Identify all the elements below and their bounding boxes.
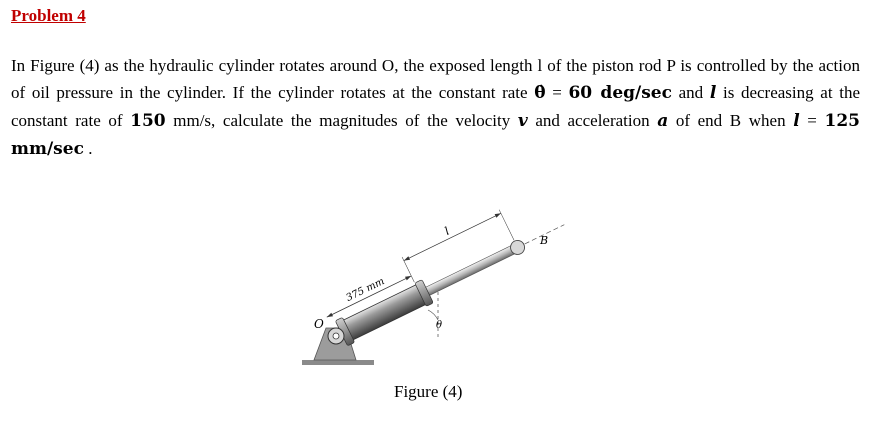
label-b: B bbox=[540, 234, 549, 247]
dimension-label-375: 375 mm bbox=[344, 275, 387, 304]
figure-caption: Figure (4) bbox=[394, 382, 463, 401]
velocity-symbol: v bbox=[517, 111, 528, 131]
text-part: and bbox=[671, 83, 710, 102]
theta-dot-symbol: θ̇ bbox=[534, 83, 546, 103]
label-o: O bbox=[314, 317, 324, 331]
text-part: In Figure (4) as the hydraulic cylinder rotates around O, the exposed length l of the piston rod P is controlled by the action of oil pressure in the cylinder. If the cylinder rotates at the constant rate bbox=[11, 56, 860, 102]
text-part: . bbox=[83, 139, 93, 158]
ground bbox=[302, 360, 374, 365]
speed-value: 150 bbox=[130, 111, 166, 131]
text-part: and acceleration bbox=[527, 111, 658, 130]
theta-arc bbox=[428, 310, 438, 320]
label-theta: θ bbox=[436, 320, 443, 331]
equals-sign: = bbox=[799, 111, 825, 130]
problem-statement bbox=[11, 52, 860, 163]
piston-rod bbox=[419, 245, 516, 299]
rotation-rate-value: 60 deg/sec bbox=[568, 83, 672, 103]
l-symbol: l bbox=[793, 111, 800, 131]
acceleration-symbol: a bbox=[657, 111, 669, 131]
l-value: 125 mm/sec bbox=[11, 111, 860, 159]
text-part: is decreasing at the constant rate of bbox=[11, 83, 860, 130]
label-l: l bbox=[442, 224, 452, 238]
dimension-line-l bbox=[404, 213, 501, 260]
text-part: of end B when bbox=[668, 111, 794, 130]
equals-sign: = bbox=[545, 83, 569, 102]
l-symbol: l bbox=[709, 83, 717, 103]
problem-heading: Problem 4 bbox=[11, 6, 86, 25]
figure-drawing bbox=[290, 170, 590, 385]
hydraulic-cylinder-figure bbox=[290, 170, 590, 385]
text-part: mm/s, calculate the magnitudes of the velocity bbox=[165, 111, 518, 130]
